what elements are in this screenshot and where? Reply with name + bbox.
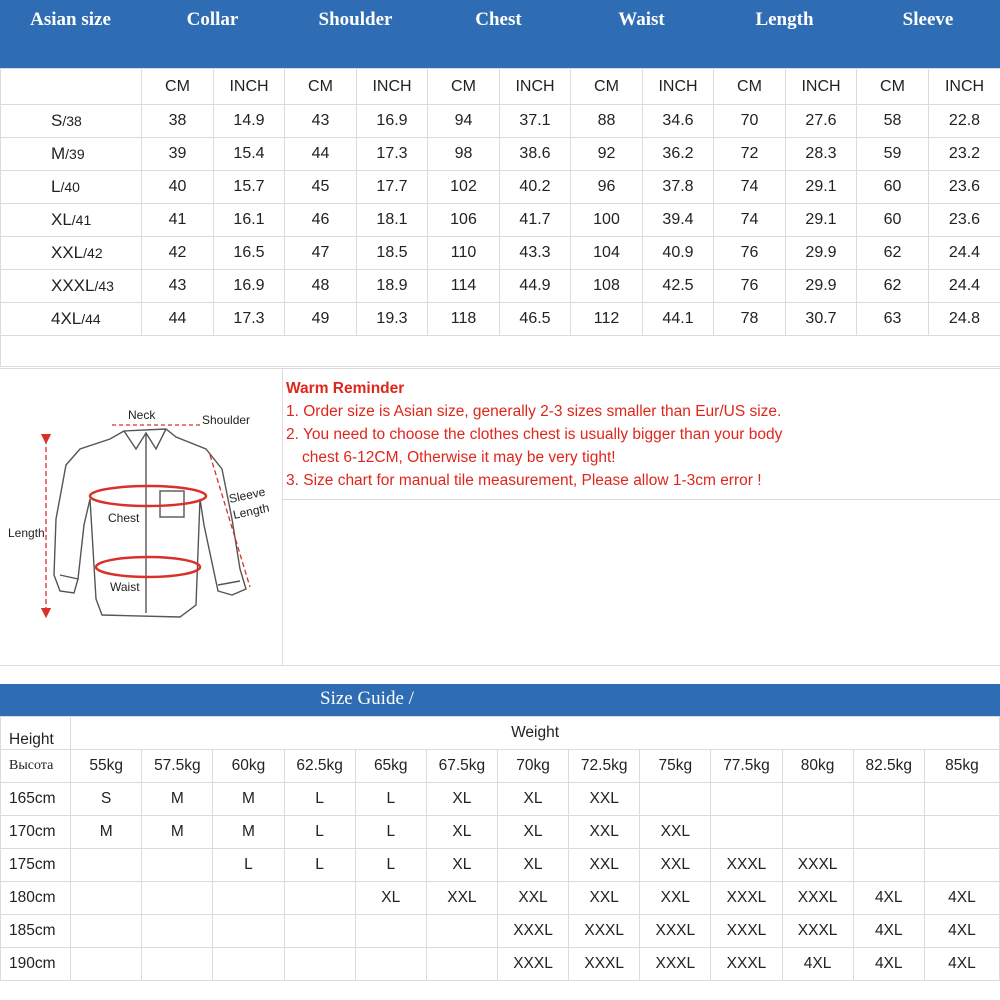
size-number: /40: [60, 179, 80, 195]
size-recommendation-cell: 4XL: [924, 915, 999, 948]
size-value-cell: 106: [428, 204, 500, 237]
size-recommendation-cell: [426, 948, 497, 981]
size-value-cell: 108: [571, 270, 643, 303]
size-recommendation-cell: 4XL: [853, 882, 924, 915]
size-name: XL: [51, 210, 72, 229]
unit-inch: INCH: [500, 69, 571, 105]
size-value-cell: 16.9: [214, 270, 285, 303]
weight-cell: 57.5kg: [142, 750, 213, 783]
reminder-line-2: 2. You need to choose the clothes chest is usually bigger than your body: [286, 426, 783, 443]
size-recommendation-cell: XXXL: [782, 882, 853, 915]
size-recommendation-cell: XXXL: [569, 948, 640, 981]
size-value-cell: 17.7: [357, 171, 428, 204]
size-recommendation-cell: [355, 915, 426, 948]
size-recommendation-cell: XL: [426, 849, 497, 882]
blank-row: [1, 336, 1000, 367]
size-recommendation-cell: L: [355, 816, 426, 849]
size-recommendation-cell: XXL: [569, 816, 640, 849]
size-value-cell: 43: [142, 270, 214, 303]
size-value-cell: 46: [285, 204, 357, 237]
size-name: S: [51, 111, 63, 130]
weight-label: Weight: [71, 717, 1000, 750]
size-value-cell: 23.2: [929, 138, 1000, 171]
size-recommendation-cell: XXXL: [497, 915, 568, 948]
size-recommendation-cell: [853, 849, 924, 882]
header-waist: Waist: [618, 9, 665, 30]
size-value-cell: 43: [285, 105, 357, 138]
height-row: [1, 915, 1000, 948]
header-asian-size: Asian size: [30, 9, 111, 30]
size-value-cell: 29.9: [786, 237, 857, 270]
size-value-cell: 38: [142, 105, 214, 138]
size-chart-header: [0, 0, 1000, 68]
size-number: /39: [65, 146, 85, 162]
size-recommendation-cell: [213, 882, 284, 915]
size-value-cell: 114: [428, 270, 500, 303]
shirt-icon: [54, 429, 246, 617]
height-label-ru: Высота: [1, 750, 71, 783]
size-recommendation-cell: [284, 915, 355, 948]
header-length: Length: [755, 9, 814, 30]
size-value-cell: 40.9: [643, 237, 714, 270]
size-recommendation-cell: L: [355, 783, 426, 816]
size-recommendation-cell: [426, 915, 497, 948]
size-recommendation-cell: XL: [497, 816, 568, 849]
size-recommendation-cell: XXL: [640, 882, 711, 915]
unit-inch: INCH: [357, 69, 428, 105]
size-value-cell: 48: [285, 270, 357, 303]
size-value-cell: 46.5: [500, 303, 571, 336]
weight-cell: 65kg: [355, 750, 426, 783]
size-recommendation-cell: XXXL: [497, 948, 568, 981]
size-value-cell: 96: [571, 171, 643, 204]
size-label: [1, 303, 142, 336]
header-chest: Chest: [475, 9, 522, 30]
size-value-cell: 45: [285, 171, 357, 204]
height-label: Height: [1, 717, 71, 750]
unit-cm: CM: [428, 69, 500, 105]
weight-cell: 75kg: [640, 750, 711, 783]
size-recommendation-cell: [284, 948, 355, 981]
size-recommendation-cell: [71, 915, 142, 948]
chest-measure-ellipse: [90, 486, 206, 506]
height-cell: 165cm: [1, 783, 71, 816]
size-row: [1, 105, 1000, 138]
size-recommendation-cell: XXL: [640, 816, 711, 849]
size-value-cell: 23.6: [929, 204, 1000, 237]
weight-cell: 62.5kg: [284, 750, 355, 783]
size-value-cell: 19.3: [357, 303, 428, 336]
size-recommendation-cell: XXXL: [782, 849, 853, 882]
size-value-cell: 44: [285, 138, 357, 171]
height-row: [1, 783, 1000, 816]
size-recommendation-cell: XXXL: [711, 882, 782, 915]
size-recommendation-cell: [782, 783, 853, 816]
size-value-cell: 14.9: [214, 105, 285, 138]
size-guide-grid: [0, 716, 1000, 981]
size-recommendation-cell: XXL: [569, 882, 640, 915]
size-recommendation-cell: XXL: [569, 783, 640, 816]
size-recommendation-cell: [924, 783, 999, 816]
size-value-cell: 63: [857, 303, 929, 336]
size-value-cell: 16.5: [214, 237, 285, 270]
size-recommendation-cell: [284, 882, 355, 915]
size-recommendation-cell: XXXL: [640, 948, 711, 981]
size-value-cell: 74: [714, 204, 786, 237]
size-value-cell: 29.9: [786, 270, 857, 303]
unit-cm: CM: [857, 69, 929, 105]
size-value-cell: 110: [428, 237, 500, 270]
unit-inch: INCH: [929, 69, 1000, 105]
unit-inch: INCH: [214, 69, 285, 105]
size-chart-table: [0, 0, 1000, 367]
size-value-cell: 62: [857, 270, 929, 303]
size-value-cell: 59: [857, 138, 929, 171]
label-length: Length: [8, 526, 45, 540]
label-sleeve: Sleeve: [227, 484, 267, 506]
weight-cell: 82.5kg: [853, 750, 924, 783]
size-recommendation-cell: L: [284, 783, 355, 816]
label-neck: Neck: [128, 408, 156, 422]
height-row: [1, 849, 1000, 882]
size-recommendation-cell: [853, 816, 924, 849]
size-value-cell: 104: [571, 237, 643, 270]
size-label: [1, 204, 142, 237]
size-value-cell: 44.1: [643, 303, 714, 336]
size-recommendation-cell: XL: [497, 783, 568, 816]
size-value-cell: 76: [714, 270, 786, 303]
size-recommendation-cell: [71, 882, 142, 915]
waist-measure-ellipse: [96, 557, 200, 577]
warm-reminder: [286, 377, 986, 492]
size-recommendation-cell: M: [71, 816, 142, 849]
size-value-cell: 24.8: [929, 303, 1000, 336]
size-number: /44: [81, 311, 101, 327]
size-value-cell: 72: [714, 138, 786, 171]
size-value-cell: 100: [571, 204, 643, 237]
unit-row-blank: [1, 69, 142, 105]
size-recommendation-cell: [640, 783, 711, 816]
size-value-cell: 15.7: [214, 171, 285, 204]
size-guide-title: Size Guide /: [320, 688, 414, 709]
size-value-cell: 112: [571, 303, 643, 336]
reminder-line-3: 3. Size chart for manual tile measurement, Please allow 1-3cm error !: [286, 472, 762, 489]
weight-row: [1, 750, 1000, 783]
height-cell: 170cm: [1, 816, 71, 849]
size-recommendation-cell: 4XL: [782, 948, 853, 981]
size-recommendation-cell: XXXL: [640, 915, 711, 948]
size-value-cell: 17.3: [357, 138, 428, 171]
size-name: 4XL: [51, 309, 82, 328]
size-number: /41: [71, 212, 92, 228]
size-value-cell: 40.2: [500, 171, 571, 204]
size-recommendation-cell: L: [355, 849, 426, 882]
size-value-cell: 58: [857, 105, 929, 138]
size-recommendation-cell: M: [142, 783, 213, 816]
size-recommendation-cell: [782, 816, 853, 849]
size-value-cell: 17.3: [214, 303, 285, 336]
size-value-cell: 42.5: [643, 270, 714, 303]
size-recommendation-cell: XXXL: [782, 915, 853, 948]
header-collar: Collar: [186, 9, 239, 30]
size-recommendation-cell: [213, 915, 284, 948]
weight-cell: 60kg: [213, 750, 284, 783]
size-value-cell: 88: [571, 105, 643, 138]
height-cell: 190cm: [1, 948, 71, 981]
size-label: [1, 237, 142, 270]
size-recommendation-cell: [711, 816, 782, 849]
size-value-cell: 78: [714, 303, 786, 336]
size-row: [1, 237, 1000, 270]
size-name: L: [51, 177, 61, 196]
size-recommendation-cell: [924, 849, 999, 882]
size-recommendation-cell: 4XL: [853, 915, 924, 948]
size-row: [1, 204, 1000, 237]
size-value-cell: 24.4: [929, 270, 1000, 303]
header-sleeve: Sleeve: [902, 9, 954, 30]
size-value-cell: 44: [142, 303, 214, 336]
size-recommendation-cell: XXL: [640, 849, 711, 882]
measurement-info-section: [0, 368, 1000, 666]
size-recommendation-cell: 4XL: [853, 948, 924, 981]
unit-inch: INCH: [786, 69, 857, 105]
size-recommendation-cell: M: [142, 816, 213, 849]
reminder-line-1: 1. Order size is Asian size, generally 2-3 sizes smaller than Eur/US size.: [286, 403, 782, 420]
size-value-cell: 44.9: [500, 270, 571, 303]
size-number: /38: [62, 113, 82, 129]
size-value-cell: 15.4: [214, 138, 285, 171]
size-value-cell: 18.5: [357, 237, 428, 270]
size-recommendation-cell: XXXL: [711, 849, 782, 882]
size-recommendation-cell: L: [284, 849, 355, 882]
size-recommendation-cell: [355, 948, 426, 981]
unit-cm: CM: [142, 69, 214, 105]
size-value-cell: 27.6: [786, 105, 857, 138]
size-recommendation-cell: XL: [497, 849, 568, 882]
size-recommendation-cell: [142, 882, 213, 915]
size-value-cell: 92: [571, 138, 643, 171]
height-row: [1, 816, 1000, 849]
divider: [282, 499, 1000, 500]
size-value-cell: 42: [142, 237, 214, 270]
size-recommendation-cell: [71, 849, 142, 882]
size-value-cell: 39: [142, 138, 214, 171]
weight-cell: 85kg: [924, 750, 999, 783]
size-value-cell: 49: [285, 303, 357, 336]
shirt-measurement-diagram: [0, 369, 282, 665]
size-recommendation-cell: L: [213, 849, 284, 882]
size-recommendation-cell: XXL: [569, 849, 640, 882]
label-chest: Chest: [108, 511, 140, 525]
size-value-cell: 36.2: [643, 138, 714, 171]
size-value-cell: 94: [428, 105, 500, 138]
label-waist: Waist: [110, 580, 140, 594]
size-value-cell: 16.1: [214, 204, 285, 237]
size-row: [1, 171, 1000, 204]
size-name: XXL: [51, 243, 84, 262]
height-cell: 185cm: [1, 915, 71, 948]
size-value-cell: 47: [285, 237, 357, 270]
size-recommendation-cell: [213, 948, 284, 981]
size-chart-grid: [0, 68, 1000, 367]
size-value-cell: 102: [428, 171, 500, 204]
unit-cm: CM: [571, 69, 643, 105]
size-recommendation-cell: M: [213, 816, 284, 849]
size-recommendation-cell: 4XL: [924, 882, 999, 915]
size-recommendation-cell: XXL: [497, 882, 568, 915]
size-recommendation-cell: L: [284, 816, 355, 849]
size-value-cell: 18.9: [357, 270, 428, 303]
size-row: [1, 270, 1000, 303]
size-label: [1, 105, 142, 138]
divider: [282, 369, 283, 665]
size-label: [1, 171, 142, 204]
size-recommendation-cell: XXXL: [569, 915, 640, 948]
size-recommendation-cell: XL: [426, 816, 497, 849]
size-value-cell: 30.7: [786, 303, 857, 336]
unit-inch: INCH: [643, 69, 714, 105]
size-value-cell: 37.1: [500, 105, 571, 138]
unit-cm: CM: [285, 69, 357, 105]
size-value-cell: 39.4: [643, 204, 714, 237]
size-number: /42: [83, 245, 103, 261]
size-recommendation-cell: [142, 948, 213, 981]
size-recommendation-cell: XXXL: [711, 915, 782, 948]
size-row: [1, 303, 1000, 336]
size-label: [1, 138, 142, 171]
size-recommendation-cell: S: [71, 783, 142, 816]
size-value-cell: 60: [857, 171, 929, 204]
weight-title-row: [1, 717, 1000, 750]
weight-cell: 67.5kg: [426, 750, 497, 783]
size-value-cell: 40: [142, 171, 214, 204]
label-sleeve-length: Length: [231, 500, 271, 522]
sleeve-measure-line: [210, 455, 250, 587]
size-recommendation-cell: XXL: [426, 882, 497, 915]
unit-cm: CM: [714, 69, 786, 105]
label-shoulder: Shoulder: [202, 413, 251, 427]
size-label: [1, 270, 142, 303]
size-value-cell: 74: [714, 171, 786, 204]
size-recommendation-cell: 4XL: [924, 948, 999, 981]
blank-cell: [1, 336, 1000, 367]
size-value-cell: 43.3: [500, 237, 571, 270]
size-recommendation-cell: XXXL: [711, 948, 782, 981]
reminder-line-2-cont: chest 6-12CM, Otherwise it may be very tight!: [302, 449, 616, 466]
size-value-cell: 118: [428, 303, 500, 336]
size-value-cell: 41: [142, 204, 214, 237]
size-value-cell: 18.1: [357, 204, 428, 237]
reminder-title: Warm Reminder: [286, 380, 405, 397]
size-value-cell: 70: [714, 105, 786, 138]
size-recommendation-cell: M: [213, 783, 284, 816]
size-value-cell: 41.7: [500, 204, 571, 237]
size-value-cell: 62: [857, 237, 929, 270]
size-value-cell: 16.9: [357, 105, 428, 138]
size-value-cell: 22.8: [929, 105, 1000, 138]
height-row: [1, 948, 1000, 981]
size-row: [1, 138, 1000, 171]
weight-cell: 80kg: [782, 750, 853, 783]
size-name: XXXL: [51, 276, 95, 295]
size-number: /43: [94, 278, 114, 294]
size-value-cell: 24.4: [929, 237, 1000, 270]
weight-cell: 72.5kg: [569, 750, 640, 783]
size-value-cell: 34.6: [643, 105, 714, 138]
size-recommendation-cell: [711, 783, 782, 816]
size-value-cell: 23.6: [929, 171, 1000, 204]
unit-row: [1, 69, 1000, 105]
size-recommendation-cell: XL: [426, 783, 497, 816]
size-value-cell: 37.8: [643, 171, 714, 204]
header-shoulder: Shoulder: [318, 9, 393, 30]
height-cell: 180cm: [1, 882, 71, 915]
size-value-cell: 29.1: [786, 204, 857, 237]
size-recommendation-cell: [853, 783, 924, 816]
size-recommendation-cell: [142, 915, 213, 948]
size-recommendation-cell: XL: [355, 882, 426, 915]
size-recommendation-cell: [71, 948, 142, 981]
weight-cell: 70kg: [497, 750, 568, 783]
weight-cell: 77.5kg: [711, 750, 782, 783]
height-cell: 175cm: [1, 849, 71, 882]
size-value-cell: 60: [857, 204, 929, 237]
size-name: M: [51, 144, 66, 163]
size-value-cell: 29.1: [786, 171, 857, 204]
size-recommendation-cell: [924, 816, 999, 849]
size-value-cell: 28.3: [786, 138, 857, 171]
weight-cell: 55kg: [71, 750, 142, 783]
height-row: [1, 882, 1000, 915]
size-guide-banner: [0, 684, 1000, 716]
size-value-cell: 76: [714, 237, 786, 270]
size-value-cell: 38.6: [500, 138, 571, 171]
size-recommendation-cell: [142, 849, 213, 882]
size-value-cell: 98: [428, 138, 500, 171]
